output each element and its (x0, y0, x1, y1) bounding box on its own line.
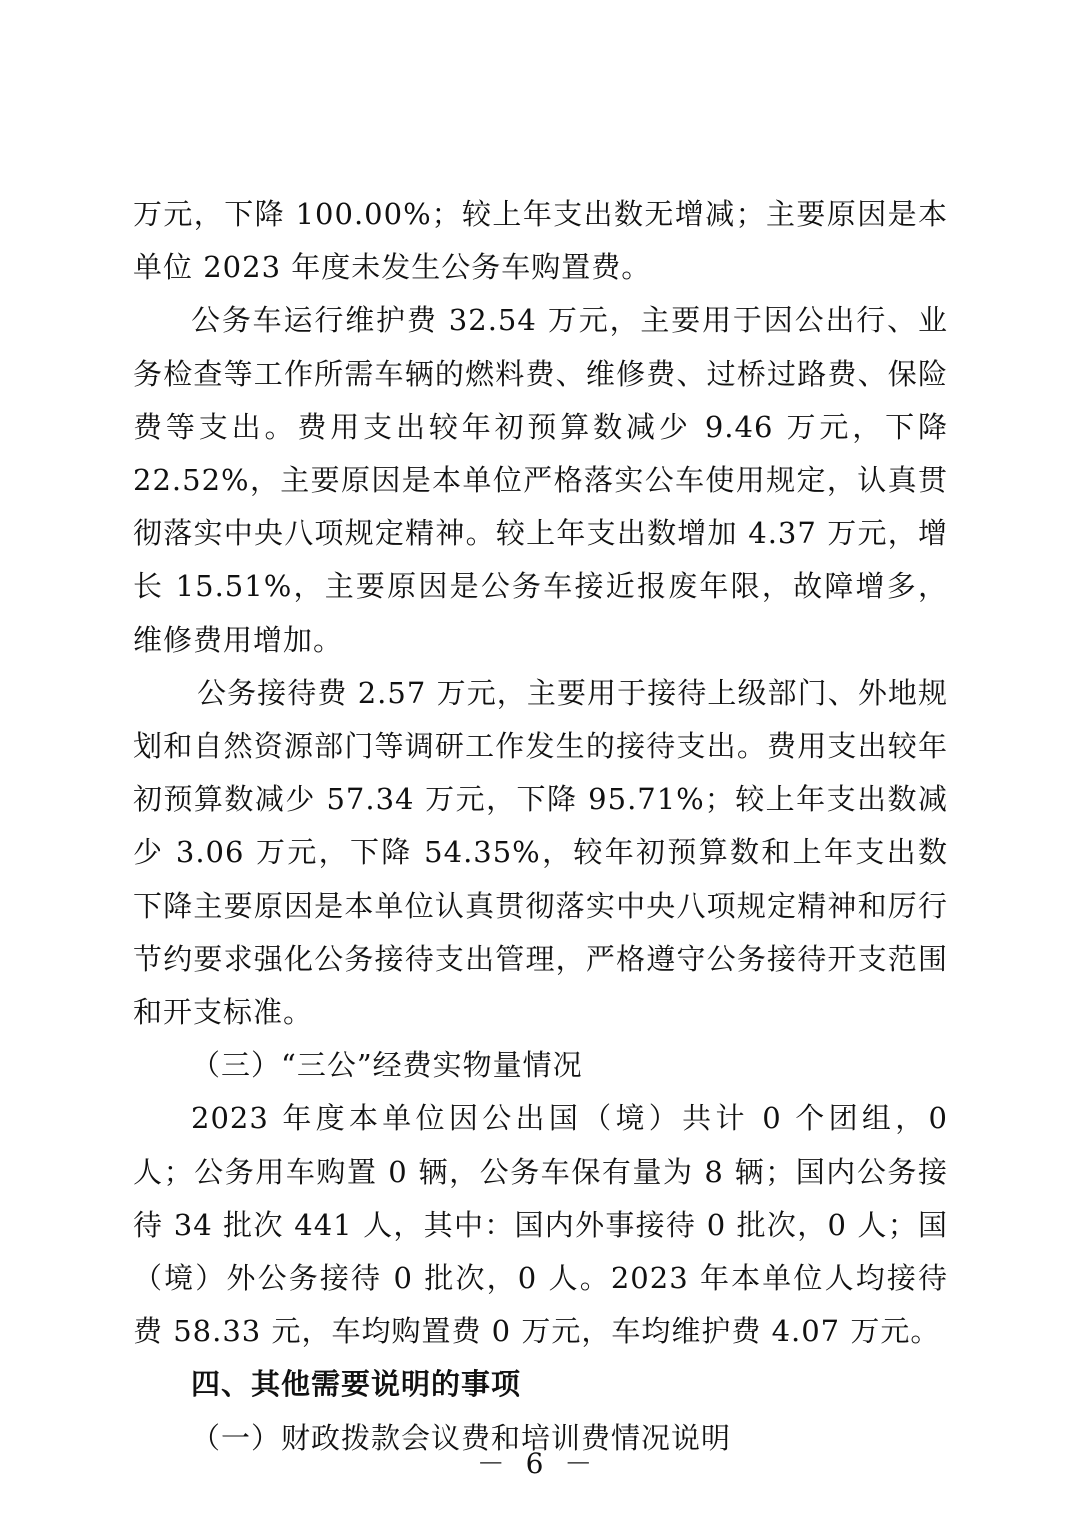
paragraph-reception-expense: 公务接待费 2.57 万元，主要用于接待上级部门、外地规划和自然资源部门等调研工作发生的接待支出。费用支出较年初预算数减少 57.34 万元，下降 95.71%；较上年支出数减少 3.06 万元，下降 54.35%，较年初预算数和上年支出数下降主要原因是本单位认真贯彻落实中央八项规定精神和厉行节约要求强化公务接待支出管理，严格遵守公务接待开支范围和开支标准。 (133, 675, 948, 1030)
heading-three-public-physical: （三）“三公”经费实物量情况 (191, 1048, 583, 1083)
heading-meeting-training-fees: （一）财政拨款会议费和培训费情况说明 (191, 1420, 732, 1455)
section-heading-other-matters: 四、其他需要说明的事项 (191, 1367, 522, 1402)
paragraph-physical-quantities: 2023 年度本单位因公出国（境）共计 0 个团组，0 人；公务用车购置 0 辆，公务车保有量为 8 辆；国内公务接待 34 批次 441 人，其中：国内外事接待 0 批次，0 人；国（境）外公务接待 0 批次，0 人。2023 年本单位人均接待费 58.33 元，车均购置费 0 万元，车均维护费 4.07 万元。 (133, 1101, 948, 1349)
paragraph-vehicle-maintenance: 公务车运行维护费 32.54 万元，主要用于因公出行、业务检查等工作所需车辆的燃料费、维修费、过桥过路费、保险费等支出。费用支出较年初预算数减少 9.46 万元，下降 22.52%，主要原因是本单位严格落实公车使用规定，认真贯彻落实中央八项规定精神。较上年支出数增加 4.37 万元，增长 15.51%，主要原因是公务车接近报废年限，故障增多，维修费用增加。 (133, 303, 948, 657)
document-body (133, 188, 948, 1465)
paragraph-vehicle-purchase-end: 万元，下降 100.00%；较上年支出数无增减；主要原因是本单位 2023 年度未发生公务车购置费。 (133, 197, 948, 285)
page-number: － 6 － (476, 1447, 599, 1480)
